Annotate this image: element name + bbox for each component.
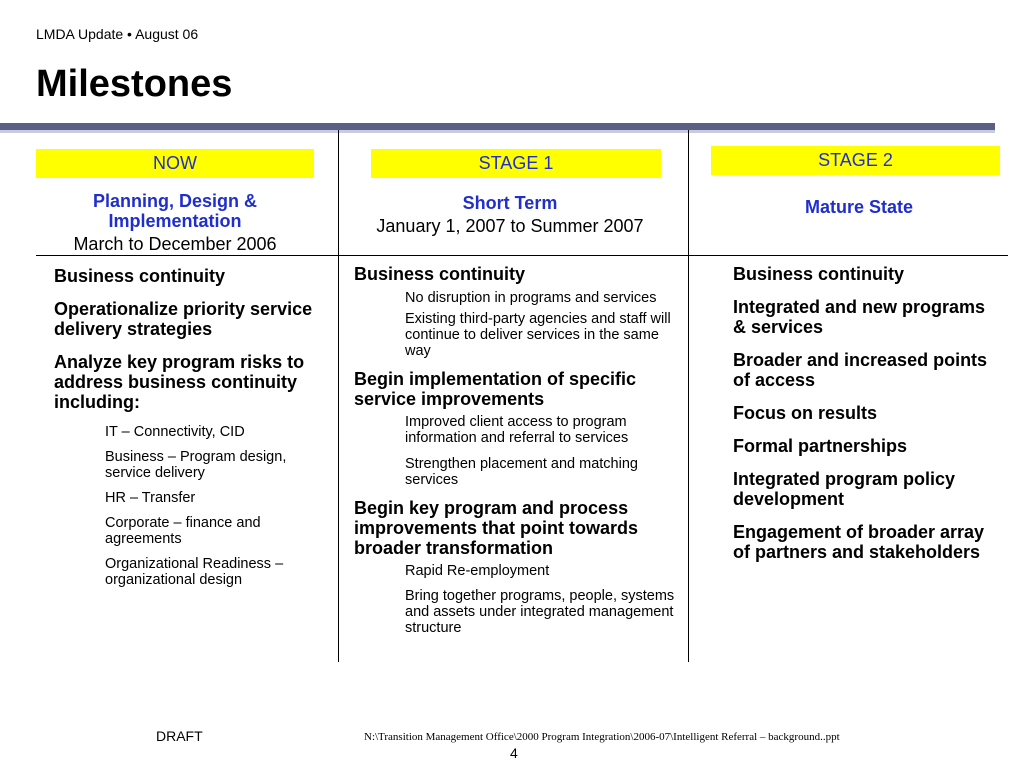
- column-timeframe-stage1: January 1, 2007 to Summer 2007: [376, 216, 644, 236]
- column-heading-stage2: Mature State: [804, 197, 914, 217]
- milestone-subitem: Organizational Readiness – organizational design: [105, 556, 284, 588]
- title-rule: [0, 123, 995, 130]
- column-body-stage2: [733, 264, 1003, 575]
- milestone-item: Engagement of broader array of partners and stakeholders: [733, 522, 985, 562]
- file-path: N:\Transition Management Office\2000 Program Integration\2006-07\Intelligent Referral – background..ppt: [364, 731, 840, 743]
- draft-label: DRAFT: [156, 728, 203, 744]
- milestone-item: Business continuity: [354, 264, 526, 284]
- header-row-divider: [36, 255, 1008, 256]
- milestone-item: Begin implementation of specific service improvements: [354, 369, 637, 409]
- milestone-item: Business continuity: [733, 264, 905, 284]
- milestone-item: Formal partnerships: [733, 436, 908, 456]
- milestone-item: Focus on results: [733, 403, 878, 423]
- column-divider-2: [688, 130, 689, 662]
- column-heading-stage1: Short Term: [462, 193, 558, 213]
- milestone-item: Operationalize priority service delivery strategies: [54, 299, 313, 339]
- milestone-subitem: Bring together programs, people, systems and assets under integrated management structure: [405, 588, 675, 636]
- milestone-subitem: Rapid Re-employment: [405, 563, 550, 579]
- milestone-item: Integrated and new programs & services: [733, 297, 986, 337]
- page-number: 4: [510, 745, 518, 761]
- stage-badge-now: NOW: [36, 149, 314, 178]
- milestone-subitem: Corporate – finance and agreements: [105, 515, 261, 547]
- stage-badge-stage1: STAGE 1: [371, 149, 661, 178]
- column-body-stage1: [354, 264, 684, 638]
- milestone-subitem: Strengthen placement and matching services: [405, 456, 638, 488]
- milestone-item: Broader and increased points of access: [733, 350, 988, 390]
- milestone-subitem: Business – Program design, service delivery: [105, 449, 287, 481]
- title-rule-shadow: [0, 130, 995, 133]
- milestone-item: Analyze key program risks to address business continuity including:: [54, 352, 305, 412]
- milestone-item: Begin key program and process improvements that point towards broader transformation: [354, 498, 639, 558]
- slide-title: Milestones: [36, 63, 233, 105]
- milestone-subitem: IT – Connectivity, CID: [105, 424, 245, 440]
- column-timeframe-now: March to December 2006: [73, 234, 277, 254]
- slide-header: LMDA Update • August 06: [36, 26, 199, 42]
- milestone-subitem: Improved client access to program information and referral to services: [405, 414, 629, 446]
- milestone-subitem: HR – Transfer: [105, 490, 196, 506]
- column-heading-now: Planning, Design & Implementation: [92, 191, 257, 231]
- column-body-now: [54, 266, 314, 597]
- milestone-item: Business continuity: [54, 266, 226, 286]
- column-divider-1: [338, 130, 339, 662]
- milestone-item: Integrated program policy development: [733, 469, 956, 509]
- milestone-subitem: Existing third-party agencies and staff will continue to deliver services in the same way: [405, 311, 671, 359]
- stage-badge-stage2: STAGE 2: [711, 146, 1000, 175]
- milestone-subitem: No disruption in programs and services: [405, 290, 657, 306]
